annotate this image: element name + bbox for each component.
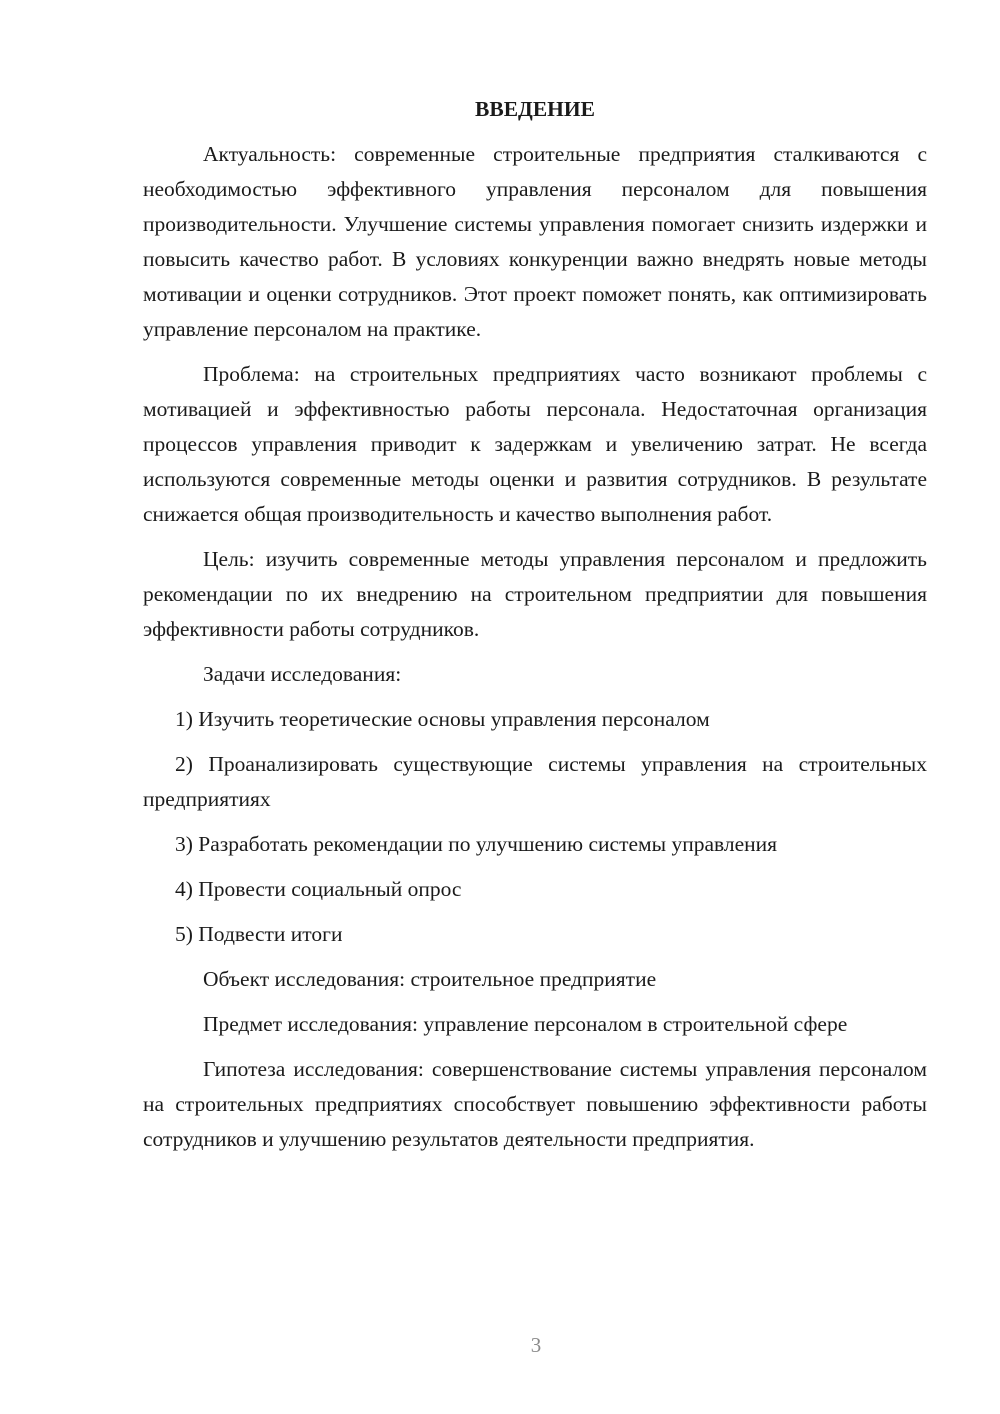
relevance-paragraph: Актуальность: современные строительные предприятия сталкиваются с необходимостью эффективного управления персоналом для повышения производительности. Улучшение системы управления помогает снизить издержки и повысить качество работ. В условиях конкуренции важно внедрять новые методы мотивации и оценки сотрудников. Этот проект поможет понять, как оптимизировать управление персоналом на практике.: [143, 142, 927, 341]
object-paragraph: Объект исследования: строительное предприятие: [203, 967, 657, 991]
goal-paragraph: Цель: изучить современные методы управления персоналом и предложить рекомендации по их внедрению на строительном предприятии для повышения эффективности работы сотрудников.: [143, 547, 927, 641]
page-content: [143, 92, 927, 1167]
page-number: 3: [530, 1333, 542, 1357]
page-title: ВВЕДЕНИЕ: [475, 97, 595, 121]
task-item-3: 3) Разработать рекомендации по улучшению системы управления: [175, 832, 778, 856]
task-item-2: 2) Проанализировать существующие системы управления на строительных предприятиях: [143, 752, 927, 811]
problem-paragraph: Проблема: на строительных предприятиях часто возникают проблемы с мотивацией и эффективностью работы персонала. Недостаточная организация процессов управления приводит к задержкам и увеличению затрат. Не всегда используются современные методы оценки и развития сотрудников. В результате снижается общая производительность и качество выполнения работ.: [143, 362, 927, 526]
task-item-5: 5) Подвести итоги: [175, 922, 343, 946]
task-item-1: 1) Изучить теоретические основы управления персоналом: [175, 707, 710, 731]
task-item-4: 4) Провести социальный опрос: [175, 877, 462, 901]
hypothesis-paragraph: Гипотеза исследования: совершенствование системы управления персоналом на строительных предприятиях способствует повышению эффективности работы сотрудников и улучшению результатов деятельности предприятия.: [143, 1057, 927, 1151]
subject-paragraph: Предмет исследования: управление персоналом в строительной сфере: [203, 1012, 848, 1036]
tasks-heading: Задачи исследования:: [203, 662, 402, 686]
